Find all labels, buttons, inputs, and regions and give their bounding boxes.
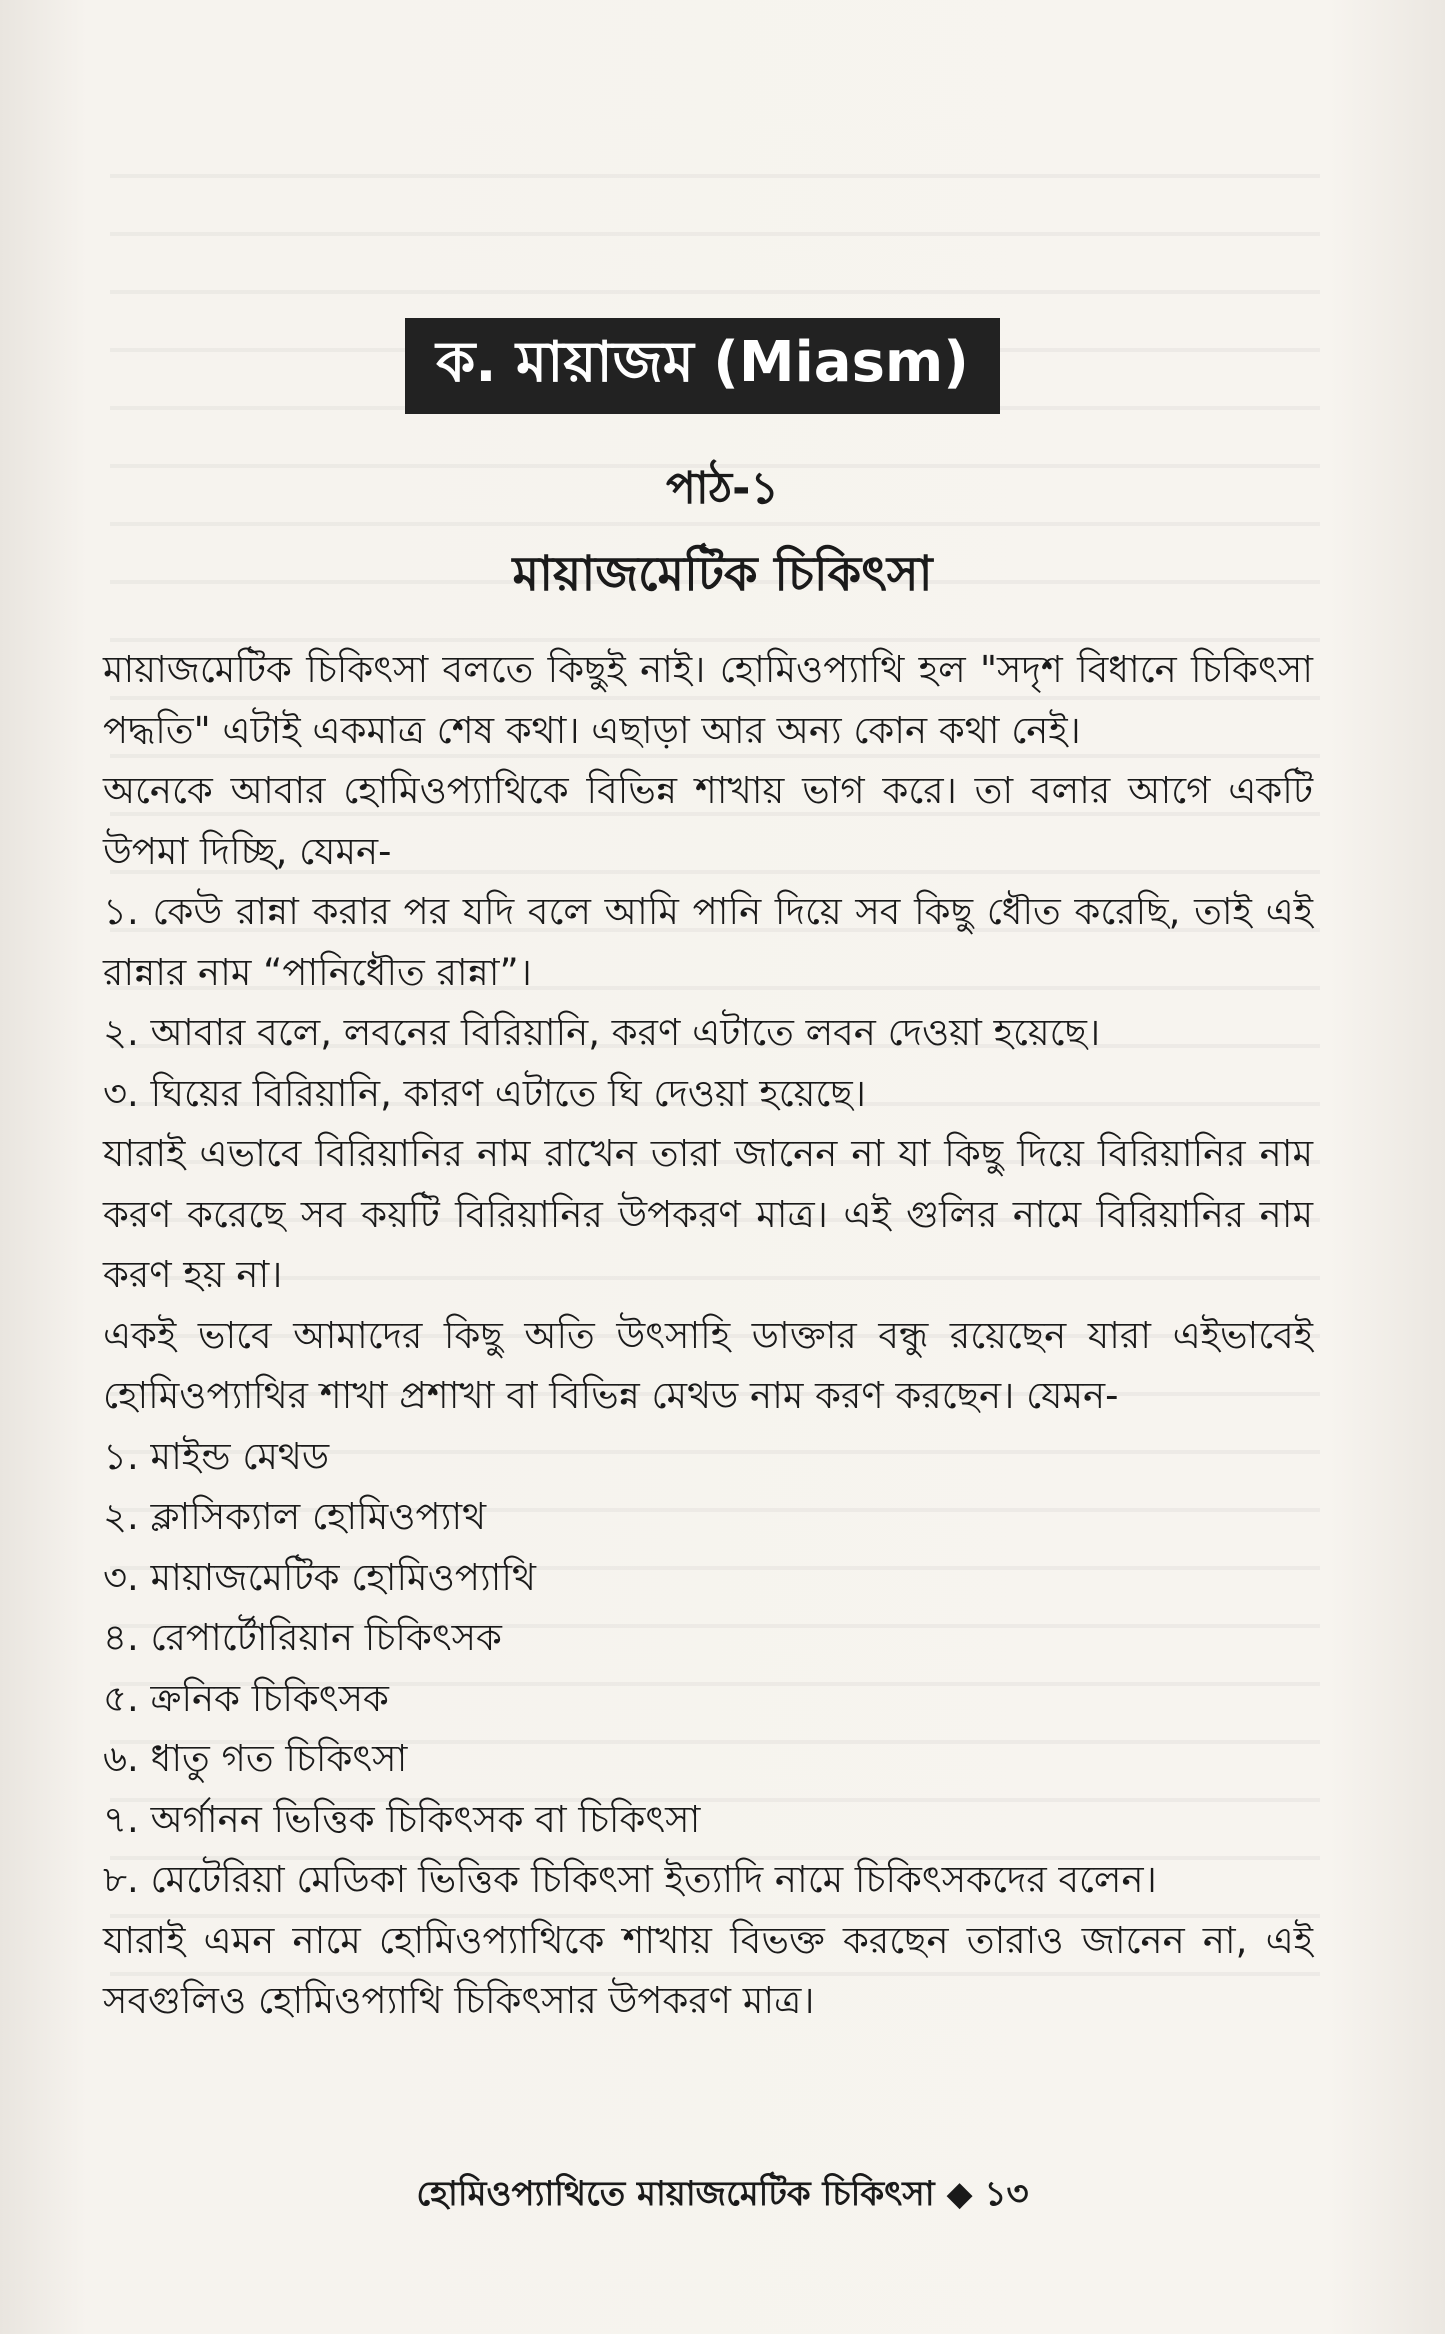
chapter-title: ক. মায়াজম (Miasm) [436, 330, 969, 395]
example-item: ১. কেউ রান্না করার পর যদি বলে আমি পানি দিয়ে সব কিছু ধৌত করেছি, তাই এই রান্নার নাম “পানিধৌত রান্না”। [103, 890, 1313, 994]
paragraph: একই ভাবে আমাদের কিছু অতি উৎসাহি ডাক্তার বন্ধু রয়েছেন যারা এইভাবেই হোমিওপ্যাথির শাখা প্রশাখা বা বিভিন্ন মেথড নাম করণ করছেন। যেমন- [103, 1313, 1313, 1417]
body-text [103, 640, 1313, 2032]
diamond-separator-icon: ◆ [946, 2174, 973, 2214]
chapter-title-banner [405, 318, 1000, 414]
footer-book-title: হোমিওপ্যাথিতে মায়াজমেটিক চিকিৎসা [416, 2174, 935, 2214]
lesson-label: পাঠ-১ [666, 463, 779, 514]
paragraph: মায়াজমেটিক চিকিৎসা বলতে কিছুই নাই। হোমিওপ্যাথি হল "সদৃশ বিধানে চিকিৎসা পদ্ধতি" এটাই একমাত্র শেষ কথা। এছাড়া আর অন্য কোন কথা নেই। [103, 648, 1313, 752]
method-item: ১. মাইন্ড মেথড [103, 1434, 330, 1478]
method-item: ৪. রেপার্টোরিয়ান চিকিৎসক [103, 1616, 502, 1659]
example-item: ২. আবার বলে, লবনের বিরিয়ানি, করণ এটাতে লবন দেওয়া হয়েছে। [103, 1011, 1101, 1054]
example-item: ৩. ঘিয়ের বিরিয়ানি, কারণ এটাতে ঘি দেওয়া হয়েছে। [103, 1071, 866, 1115]
page-footer [0, 2168, 1445, 2225]
page-number: ১৩ [984, 2174, 1029, 2214]
paragraph: যারাই এভাবে বিরিয়ানির নাম রাখেন তারা জানেন না যা কিছু দিয়ে বিরিয়ানির নাম করণ করেছে সব কয়টি বিরিয়ানির উপকরণ মাত্র। এই গুলির নামে বিরিয়ানির নাম করণ হয় না। [103, 1132, 1313, 1296]
method-item: ৭. অর্গানন ভিত্তিক চিকিৎসক বা চিকিৎসা [103, 1797, 701, 1841]
method-item: ৬. ধাতু গত চিকিৎসা [103, 1737, 408, 1780]
method-item: ৩. মায়াজমেটিক হোমিওপ্যাথি [103, 1555, 536, 1599]
method-item: ২. ক্লাসিক্যাল হোমিওপ্যাথ [103, 1495, 487, 1538]
paragraph: অনেকে আবার হোমিওপ্যাথিকে বিভিন্ন শাখায় ভাগ করে। তা বলার আগে একটি উপমা দিচ্ছি, যেমন- [103, 769, 1313, 873]
section-heading: মায়াজমেটিক চিকিৎসা [512, 546, 933, 602]
method-item: ৮. মেটেরিয়া মেডিকা ভিত্তিক চিকিৎসা ইত্যাদি নামে চিকিৎসকদের বলেন। [103, 1858, 1157, 1901]
closing-paragraph: যারাই এমন নামে হোমিওপ্যাথিকে শাখায় বিভক্ত করছেন তারাও জানেন না, এই সবগুলিও হোমিওপ্যাথি চিকিৎসার উপকরণ মাত্র। [103, 1918, 1313, 2022]
method-item: ৫. ক্রনিক চিকিৎসক [103, 1676, 389, 1720]
